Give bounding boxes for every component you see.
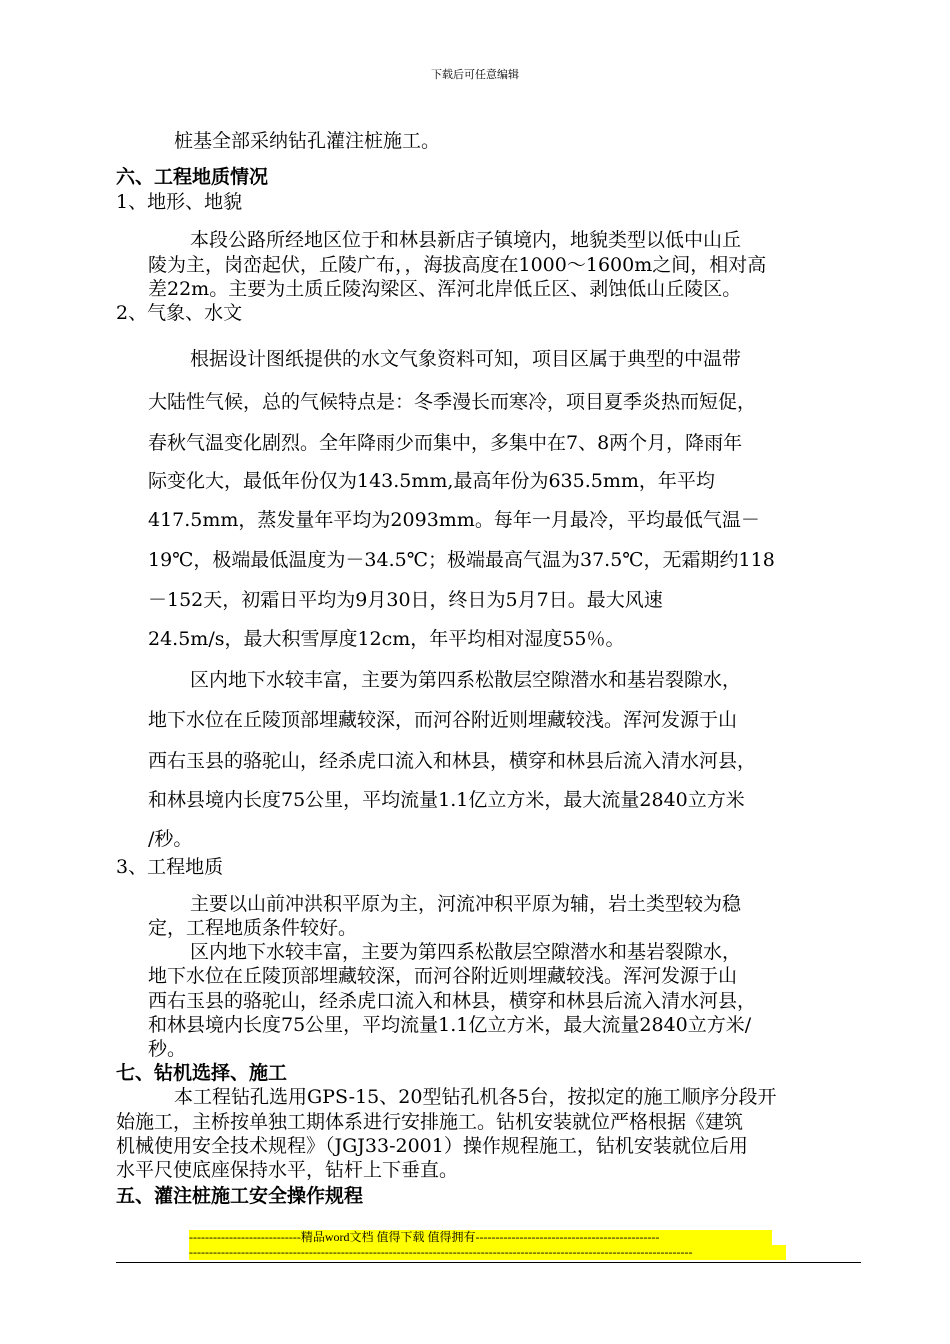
sec7-line-2: 始施工，主桥按单独工期体系进行安排施工。钻机安装就位严格根据《建筑 [116,1111,744,1133]
sub3-line-1: 主要以山前冲洪积平原为主，河流冲积平原为辅，岩土类型较为稳 [190,893,742,915]
sub2-line-4: 际变化大，最低年份仅为143.5mm,最高年份为635.5mm，年平均 [148,470,715,492]
sub1-line-3: 差22m。主要为土质丘陵沟梁区、浑河北岸低丘区、剥蚀低山丘陵区。 [148,278,742,300]
section-5-title: 五、灌注桩施工安全操作规程 [116,1185,364,1207]
section-7-title: 七、钻机选择、施工 [116,1062,288,1084]
sub2-line-6: 19℃，极端最低温度为－34.5℃；极端最高气温为37.5℃，无霜期约118 [148,549,775,571]
sub3-line-4: 地下水位在丘陵顶部埋藏较深，而河谷附近则埋藏较浅。浑河发源于山 [148,965,738,987]
sub3-line-6: 和林县境内长度75公里，平均流量1.1亿立方米，最大流量2840立方米/ [148,1014,752,1036]
sub2-line-2: 大陆性气候，总的气候特点是：冬季漫长而寒冷，项目夏季炎热而短促， [148,391,757,413]
page-header: 下载后可任意编辑 [431,68,519,81]
footer-banner-line-1: ----------------------------精品word文档 值得下载 值得拥有---------------------------------------------- [189,1230,772,1245]
sub2-line-5: 417.5mm，蒸发量年平均为2093mm。每年一月最冷，平均最低气温－ [148,509,760,531]
sub2-line-3: 春秋气温变化剧烈。全年降雨少而集中，多集中在7、8两个月，降雨年 [148,432,743,454]
sub2-line-1: 根据设计图纸提供的水文气象资料可知，项目区属于典型的中温带 [190,348,742,370]
subsection-2-title: 2、气象、水文 [116,302,243,324]
sec7-line-1: 本工程钻孔选用GPS-15、20型钻孔机各5台，按拟定的施工顺序分段开 [174,1086,777,1108]
sub3-line-7: 秒。 [148,1038,187,1060]
footer-banner-line-2: ------------------------------------------------------------------------------------------------------------------------------ [189,1245,786,1260]
sub2-line-9: 区内地下水较丰富，主要为第四系松散层空隙潜水和基岩裂隙水， [190,669,742,691]
sub3-line-5: 西右玉县的骆驼山，经杀虎口流入和林县，横穿和林县后流入清水河县， [148,990,757,1012]
sec7-line-3: 机械使用安全技术规程》（JGJ33-2001）操作规程施工，钻机安装就位后用 [116,1135,748,1157]
sub2-line-13: /秒。 [148,828,193,850]
sub3-line-3: 区内地下水较丰富，主要为第四系松散层空隙潜水和基岩裂隙水， [190,941,742,963]
sub2-line-11: 西右玉县的骆驼山，经杀虎口流入和林县，横穿和林县后流入清水河县， [148,750,757,772]
sub2-line-8: 24.5m/s，最大积雪厚度12cm，年平均相对湿度55％。 [148,628,625,650]
sub1-line-1: 本段公路所经地区位于和林县新店子镇境内，地貌类型以低中山丘 [190,229,742,251]
sub2-line-7: －152天，初霜日平均为9月30日，终日为5月7日。最大风速 [148,589,663,611]
sub3-line-2: 定，工程地质条件较好。 [148,917,358,939]
subsection-3-title: 3、工程地质 [116,856,224,878]
subsection-1-title: 1、地形、地貌 [116,191,243,213]
section-6-title: 六、工程地质情况 [116,166,269,188]
intro-line: 桩基全部采纳钻孔灌注桩施工。 [174,130,441,152]
footer-rule [116,1262,861,1263]
sec7-line-4: 水平尺使底座保持水平，钻杆上下垂直。 [116,1159,459,1181]
sub2-line-12: 和林县境内长度75公里，平均流量1.1亿立方米，最大流量2840立方米 [148,789,745,811]
sub2-line-10: 地下水位在丘陵顶部埋藏较深，而河谷附近则埋藏较浅。浑河发源于山 [148,709,738,731]
sub1-line-2: 陵为主，岗峦起伏，丘陵广布，，海拔高度在1000～1600m之间，相对高 [148,254,767,276]
